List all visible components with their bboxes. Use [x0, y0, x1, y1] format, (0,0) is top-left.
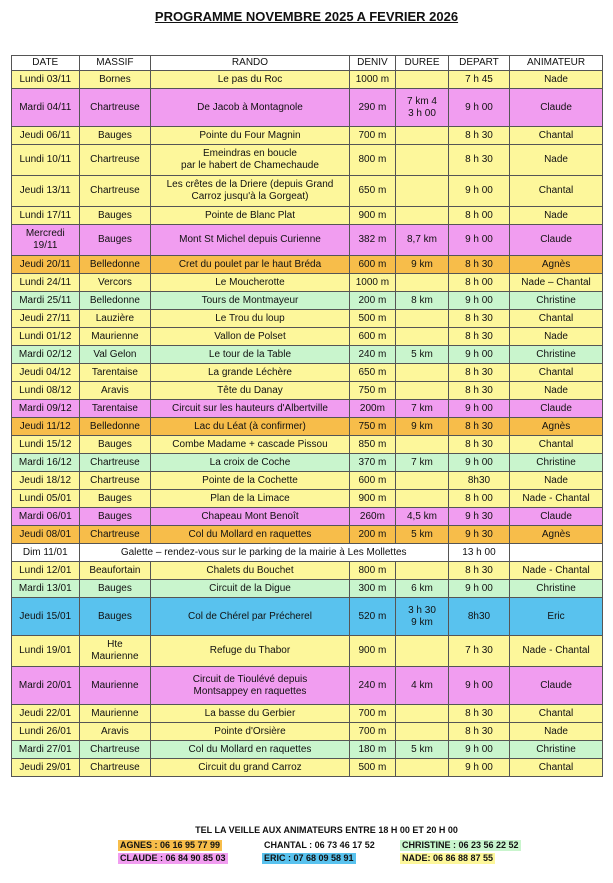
cell-rando: Pointe d'Orsière [151, 723, 349, 741]
cell-animateur: Christine [510, 741, 603, 759]
col-header-rando: RANDO [151, 56, 349, 71]
table-row [12, 508, 603, 526]
cell-animateur: Nade [510, 71, 603, 89]
cell-massif: Lauzière [79, 310, 151, 328]
cell-deniv: 700 m [349, 723, 395, 741]
cell-duree: 5 km [396, 346, 449, 364]
cell-duree: 5 km [396, 526, 449, 544]
cell-massif: Vercors [79, 274, 151, 292]
cell-duree [396, 636, 449, 667]
cell-massif: Val Gelon [79, 346, 151, 364]
cell-rando: Le tour de la Table [151, 346, 349, 364]
cell-rando: Col du Mollard en raquettes [151, 741, 349, 759]
cell-depart: 8h30 [448, 598, 509, 636]
cell-animateur: Nade [510, 328, 603, 346]
cell-massif: Chartreuse [79, 741, 151, 759]
cell-date: Mardi 27/01 [12, 741, 80, 759]
contact-eric: ERIC : 07 68 09 58 91 [264, 853, 354, 863]
footer [0, 825, 613, 863]
cell-date: Mardi 06/01 [12, 508, 80, 526]
cell-massif: Aravis [79, 723, 151, 741]
cell-depart: 9 h 00 [448, 225, 509, 256]
cell-depart: 8 h 30 [448, 310, 509, 328]
table-row [12, 346, 603, 364]
table-row [12, 71, 603, 89]
table-row [12, 562, 603, 580]
cell-depart: 8 h 30 [448, 705, 509, 723]
cell-duree [396, 127, 449, 145]
cell-duree: 8,7 km [396, 225, 449, 256]
cell-deniv: 300 m [349, 580, 395, 598]
cell-depart: 8h30 [448, 472, 509, 490]
cell-animateur: Christine [510, 454, 603, 472]
cell-duree: 5 km [396, 741, 449, 759]
cell-deniv: 240 m [349, 667, 395, 705]
table-row [12, 544, 603, 562]
cell-animateur: Nade – Chantal [510, 274, 603, 292]
cell-date: Lundi 17/11 [12, 207, 80, 225]
cell-deniv: 900 m [349, 490, 395, 508]
cell-massif: Maurienne [79, 667, 151, 705]
cell-deniv: 200 m [349, 292, 395, 310]
cell-massif: Tarentaise [79, 364, 151, 382]
cell-deniv: 1000 m [349, 71, 395, 89]
cell-duree [396, 472, 449, 490]
cell-depart: 9 h 00 [448, 176, 509, 207]
cell-depart: 9 h 00 [448, 580, 509, 598]
cell-animateur: Christine [510, 580, 603, 598]
table-row [12, 436, 603, 454]
table-row [12, 364, 603, 382]
page-title: PROGRAMME NOVEMBRE 2025 A FEVRIER 2026 [154, 9, 459, 24]
cell-rando: La croix de Coche [151, 454, 349, 472]
programme-table [11, 55, 603, 777]
table-row [12, 723, 603, 741]
cell-depart: 8 h 30 [448, 256, 509, 274]
cell-deniv: 500 m [349, 759, 395, 777]
cell-animateur: Claude [510, 225, 603, 256]
cell-massif: Bauges [79, 436, 151, 454]
col-header-duree: DUREE [396, 56, 449, 71]
cell-depart: 9 h 30 [448, 508, 509, 526]
cell-duree [396, 490, 449, 508]
table-row [12, 207, 603, 225]
table-row [12, 472, 603, 490]
table-row [12, 705, 603, 723]
cell-animateur: Nade [510, 207, 603, 225]
cell-deniv: 260m [349, 508, 395, 526]
cell-deniv: 800 m [349, 145, 395, 176]
cell-deniv: 370 m [349, 454, 395, 472]
cell-duree [396, 364, 449, 382]
cell-animateur: Agnès [510, 526, 603, 544]
cell-animateur: Claude [510, 508, 603, 526]
cell-massif: Chartreuse [79, 89, 151, 127]
contact-nade: NADE: 06 86 88 87 55 [402, 853, 494, 863]
cell-date: Lundi 10/11 [12, 145, 80, 176]
cell-date: Jeudi 04/12 [12, 364, 80, 382]
cell-duree: 8 km [396, 292, 449, 310]
cell-deniv: 200m [349, 400, 395, 418]
cell-deniv: 750 m [349, 418, 395, 436]
cell-rando: Circuit de la Digue [151, 580, 349, 598]
contact-chantal: CHANTAL : 06 73 46 17 52 [264, 840, 375, 850]
cell-rando: Circuit de Tioulévé depuis Montsappey en raquettes [151, 667, 349, 705]
cell-rando: Pointe du Four Magnin [151, 127, 349, 145]
cell-rando: Le Moucherotte [151, 274, 349, 292]
cell-massif: Chartreuse [79, 454, 151, 472]
cell-duree [396, 207, 449, 225]
cell-depart: 8 h 30 [448, 127, 509, 145]
cell-deniv: 650 m [349, 364, 395, 382]
cell-duree: 4 km [396, 667, 449, 705]
cell-date: Mardi 02/12 [12, 346, 80, 364]
cell-depart: 8 h 30 [448, 382, 509, 400]
cell-rando: Refuge du Thabor [151, 636, 349, 667]
table-row [12, 418, 603, 436]
table-row [12, 127, 603, 145]
cell-animateur [510, 544, 603, 562]
cell-date: Jeudi 08/01 [12, 526, 80, 544]
cell-animateur: Agnès [510, 256, 603, 274]
cell-date: Jeudi 29/01 [12, 759, 80, 777]
cell-date: Lundi 15/12 [12, 436, 80, 454]
cell-animateur: Nade - Chantal [510, 562, 603, 580]
cell-depart: 7 h 45 [448, 71, 509, 89]
cell-duree: 7 km [396, 400, 449, 418]
cell-date: Lundi 03/11 [12, 71, 80, 89]
cell-date: Lundi 08/12 [12, 382, 80, 400]
cell-date: Lundi 24/11 [12, 274, 80, 292]
cell-depart: 9 h 00 [448, 400, 509, 418]
cell-massif: Bauges [79, 598, 151, 636]
cell-rando: Pointe de la Cochette [151, 472, 349, 490]
cell-depart: 9 h 00 [448, 292, 509, 310]
cell-galette: Galette – rendez-vous sur le parking de la mairie à Les Mollettes [79, 544, 448, 562]
cell-rando: Chalets du Bouchet [151, 562, 349, 580]
col-header-massif: MASSIF [79, 56, 151, 71]
cell-animateur: Nade - Chantal [510, 636, 603, 667]
cell-duree [396, 176, 449, 207]
cell-animateur: Claude [510, 667, 603, 705]
cell-animateur: Eric [510, 598, 603, 636]
cell-deniv: 900 m [349, 207, 395, 225]
cell-duree: 7 km [396, 454, 449, 472]
cell-animateur: Claude [510, 89, 603, 127]
cell-rando: Circuit du grand Carroz [151, 759, 349, 777]
cell-deniv: 382 m [349, 225, 395, 256]
cell-depart: 13 h 00 [448, 544, 509, 562]
table-row [12, 310, 603, 328]
cell-deniv: 290 m [349, 89, 395, 127]
cell-massif: Bauges [79, 580, 151, 598]
cell-date: Mardi 20/01 [12, 667, 80, 705]
cell-rando: De Jacob à Montagnole [151, 89, 349, 127]
cell-massif: Chartreuse [79, 472, 151, 490]
cell-duree: 6 km [396, 580, 449, 598]
cell-rando: Le Trou du loup [151, 310, 349, 328]
cell-massif: Bauges [79, 225, 151, 256]
table-row [12, 667, 603, 705]
cell-date: Jeudi 15/01 [12, 598, 80, 636]
cell-animateur: Nade [510, 472, 603, 490]
cell-deniv: 600 m [349, 256, 395, 274]
cell-deniv: 700 m [349, 705, 395, 723]
cell-duree [396, 382, 449, 400]
contact-christine: CHRISTINE : 06 23 56 22 52 [402, 840, 519, 850]
table-row [12, 328, 603, 346]
cell-massif: Belledonne [79, 256, 151, 274]
cell-duree [396, 436, 449, 454]
table-row [12, 526, 603, 544]
cell-date: Mardi 09/12 [12, 400, 80, 418]
cell-duree: 3 h 30 9 km [396, 598, 449, 636]
cell-massif: Belledonne [79, 292, 151, 310]
cell-date: Jeudi 11/12 [12, 418, 80, 436]
table-row [12, 636, 603, 667]
cell-animateur: Chantal [510, 176, 603, 207]
cell-deniv: 650 m [349, 176, 395, 207]
cell-animateur: Claude [510, 400, 603, 418]
cell-animateur: Nade [510, 382, 603, 400]
cell-massif: Bornes [79, 71, 151, 89]
cell-date: Jeudi 13/11 [12, 176, 80, 207]
cell-rando: Cret du poulet par le haut Bréda [151, 256, 349, 274]
cell-deniv: 800 m [349, 562, 395, 580]
contact-claude: CLAUDE : 06 84 90 85 03 [120, 853, 226, 863]
cell-animateur: Agnès [510, 418, 603, 436]
cell-date: Jeudi 18/12 [12, 472, 80, 490]
cell-deniv: 700 m [349, 127, 395, 145]
cell-deniv: 600 m [349, 472, 395, 490]
cell-rando: Plan de la Limace [151, 490, 349, 508]
cell-massif: Tarentaise [79, 400, 151, 418]
cell-date: Lundi 19/01 [12, 636, 80, 667]
cell-depart: 9 h 00 [448, 741, 509, 759]
cell-date: Mardi 25/11 [12, 292, 80, 310]
col-header-depart: DEPART [448, 56, 509, 71]
cell-massif: Beaufortain [79, 562, 151, 580]
cell-duree: 9 km [396, 418, 449, 436]
cell-rando: La grande Léchère [151, 364, 349, 382]
cell-animateur: Chantal [510, 310, 603, 328]
cell-deniv: 1000 m [349, 274, 395, 292]
cell-rando: Combe Madame + cascade Pissou [151, 436, 349, 454]
cell-massif: Hte Maurienne [79, 636, 151, 667]
cell-duree [396, 274, 449, 292]
cell-massif: Bauges [79, 508, 151, 526]
cell-duree [396, 562, 449, 580]
cell-depart: 8 h 30 [448, 436, 509, 454]
cell-deniv: 600 m [349, 328, 395, 346]
cell-date: Mardi 04/11 [12, 89, 80, 127]
cell-date: Mercredi 19/11 [12, 225, 80, 256]
table-body [12, 71, 603, 777]
table-row [12, 400, 603, 418]
cell-massif: Maurienne [79, 705, 151, 723]
cell-date: Lundi 12/01 [12, 562, 80, 580]
cell-massif: Chartreuse [79, 145, 151, 176]
col-header-deniv: DENIV [349, 56, 395, 71]
cell-depart: 8 h 30 [448, 418, 509, 436]
cell-rando: Tours de Montmayeur [151, 292, 349, 310]
cell-duree [396, 145, 449, 176]
cell-animateur: Nade [510, 145, 603, 176]
cell-deniv: 850 m [349, 436, 395, 454]
table-row [12, 382, 603, 400]
cell-rando: La basse du Gerbier [151, 705, 349, 723]
cell-date: Mardi 16/12 [12, 454, 80, 472]
cell-date: Lundi 01/12 [12, 328, 80, 346]
cell-duree [396, 310, 449, 328]
cell-deniv: 200 m [349, 526, 395, 544]
table-row [12, 89, 603, 127]
cell-depart: 9 h 00 [448, 346, 509, 364]
cell-rando: Emeindras en boucle par le habert de Chamechaude [151, 145, 349, 176]
cell-animateur: Christine [510, 292, 603, 310]
col-header-date: DATE [12, 56, 80, 71]
cell-deniv: 180 m [349, 741, 395, 759]
cell-animateur: Chantal [510, 436, 603, 454]
cell-date: Jeudi 06/11 [12, 127, 80, 145]
cell-depart: 8 h 00 [448, 207, 509, 225]
cell-rando: Les crêtes de la Driere (depuis Grand Carroz jusqu'à la Gorgeat) [151, 176, 349, 207]
cell-massif: Belledonne [79, 418, 151, 436]
cell-massif: Chartreuse [79, 176, 151, 207]
cell-massif: Chartreuse [79, 526, 151, 544]
cell-duree: 4,5 km [396, 508, 449, 526]
cell-massif: Bauges [79, 490, 151, 508]
cell-depart: 8 h 30 [448, 328, 509, 346]
cell-animateur: Chantal [510, 127, 603, 145]
cell-rando: Mont St Michel depuis Curienne [151, 225, 349, 256]
cell-duree [396, 723, 449, 741]
table-row [12, 225, 603, 256]
cell-depart: 8 h 00 [448, 490, 509, 508]
cell-massif: Aravis [79, 382, 151, 400]
cell-deniv: 520 m [349, 598, 395, 636]
cell-date: Lundi 05/01 [12, 490, 80, 508]
table-row [12, 490, 603, 508]
table-row [12, 256, 603, 274]
table-row [12, 759, 603, 777]
table-row [12, 454, 603, 472]
cell-depart: 8 h 30 [448, 364, 509, 382]
cell-rando: Le pas du Roc [151, 71, 349, 89]
cell-date: Jeudi 22/01 [12, 705, 80, 723]
cell-depart: 8 h 30 [448, 562, 509, 580]
cell-massif: Chartreuse [79, 759, 151, 777]
cell-date: Lundi 26/01 [12, 723, 80, 741]
contact-agnes: AGNES : 06 16 95 77 99 [120, 840, 221, 850]
cell-animateur: Christine [510, 346, 603, 364]
cell-rando: Pointe de Blanc Plat [151, 207, 349, 225]
cell-depart: 8 h 30 [448, 723, 509, 741]
cell-animateur: Nade [510, 723, 603, 741]
cell-date: Dim 11/01 [12, 544, 80, 562]
cell-massif: Bauges [79, 127, 151, 145]
cell-rando: Lac du Léat (à confirmer) [151, 418, 349, 436]
cell-duree: 7 km 4 3 h 00 [396, 89, 449, 127]
cell-animateur: Chantal [510, 364, 603, 382]
table-row [12, 145, 603, 176]
cell-depart: 8 h 30 [448, 145, 509, 176]
cell-deniv: 900 m [349, 636, 395, 667]
cell-deniv: 500 m [349, 310, 395, 328]
cell-deniv: 240 m [349, 346, 395, 364]
cell-duree: 9 km [396, 256, 449, 274]
cell-rando: Circuit sur les hauteurs d'Albertville [151, 400, 349, 418]
cell-rando: Col de Chérel par Précherel [151, 598, 349, 636]
cell-date: Mardi 13/01 [12, 580, 80, 598]
cell-rando: Tête du Danay [151, 382, 349, 400]
cell-massif: Bauges [79, 207, 151, 225]
table-row [12, 176, 603, 207]
cell-depart: 9 h 30 [448, 526, 509, 544]
cell-duree [396, 71, 449, 89]
cell-animateur: Nade - Chantal [510, 490, 603, 508]
cell-rando: Col du Mollard en raquettes [151, 526, 349, 544]
cell-depart: 9 h 00 [448, 454, 509, 472]
cell-rando: Vallon de Polset [151, 328, 349, 346]
cell-depart: 9 h 00 [448, 89, 509, 127]
cell-date: Jeudi 20/11 [12, 256, 80, 274]
cell-duree [396, 759, 449, 777]
table-row [12, 580, 603, 598]
cell-depart: 9 h 00 [448, 759, 509, 777]
table-row [12, 598, 603, 636]
footer-heading: TEL LA VEILLE AUX ANIMATEURS ENTRE 18 H 00 ET 20 H 00 [195, 825, 458, 835]
cell-deniv: 750 m [349, 382, 395, 400]
cell-duree [396, 328, 449, 346]
cell-date: Jeudi 27/11 [12, 310, 80, 328]
cell-animateur: Chantal [510, 759, 603, 777]
table-header-row [12, 56, 603, 71]
cell-depart: 9 h 00 [448, 667, 509, 705]
cell-duree [396, 705, 449, 723]
cell-massif: Maurienne [79, 328, 151, 346]
table-row [12, 274, 603, 292]
cell-depart: 8 h 00 [448, 274, 509, 292]
cell-rando: Chapeau Mont Benoît [151, 508, 349, 526]
col-header-animateur: ANIMATEUR [510, 56, 603, 71]
cell-depart: 7 h 30 [448, 636, 509, 667]
cell-animateur: Chantal [510, 705, 603, 723]
table-row [12, 292, 603, 310]
table-row [12, 741, 603, 759]
